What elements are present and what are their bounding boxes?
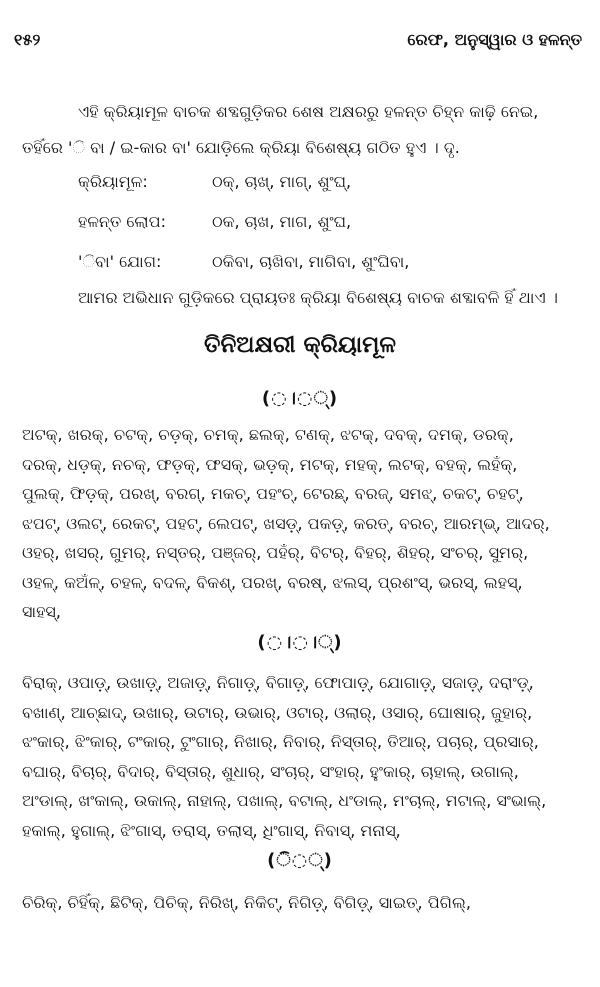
rule-row bbox=[78, 162, 409, 202]
syllable-pattern: (◌।◌।◌୍) bbox=[257, 632, 343, 653]
word-list bbox=[22, 668, 574, 845]
word-list bbox=[22, 420, 574, 627]
closing-sentence: ଆମର ଅଭିଧାନ ଗୁଡ଼ିକରେ ପ୍ରାୟତଃ କ୍ରିୟା ବିଶେଷ୍ୟ ବାଚକ ଶବ୍ଦାବଳି ହିଁ ଥାଏ । bbox=[78, 288, 558, 307]
word-list bbox=[22, 888, 574, 918]
intro-paragraph bbox=[22, 94, 570, 166]
word-line: ଓହର୍, ଖସର୍, ଗୁମର୍, ନସ୍ତର୍, ପଞ୍ଜର୍, ପହଁର୍, ବିଟର୍, ବିହର୍, ଶିହର୍, ସଂଚର୍, ସୁମର୍, bbox=[22, 543, 529, 562]
section-title: ତିନିଅକ୍ଷରୀ କ୍ରିୟାମୂଳ bbox=[204, 332, 396, 358]
page-header bbox=[14, 30, 582, 54]
rule-row bbox=[78, 242, 409, 282]
syllable-pattern: (◌।◌◌୍) bbox=[261, 388, 339, 409]
word-line: ପୁଲକ୍, ଫିଡ଼କ୍, ପରଖ୍, ବରଗ୍, ମକଚ୍, ପହଂଚ୍, ଟେରଛ୍, ବରଜ୍, ସମଝ୍, ଚକଟ୍, ଚହଟ୍, bbox=[22, 484, 524, 503]
running-title: ରେଫ, ଅନୁସ୍ୱାର ଓ ହଳନ୍ତ bbox=[407, 30, 582, 49]
word-line: ଓହଳ୍, କଅଁଳ୍, ଚହଳ୍, ବଦଳ୍, ବିକଶ୍, ପରଖ୍, ବରଷ୍, ଝଲସ୍, ପ୍ରଶଂସ୍, ଭରସ୍, ଲହସ୍, bbox=[22, 572, 523, 592]
word-line: ଝଂକାର୍, ଝିଂକାର୍, ଟଂକାର୍, ଟୁଂଗାର୍, ନିଖାର୍, ନିବାର୍, ନିସ୍ତାର୍, ତିଆର୍, ପଚାର୍, ପ୍ରସାର୍, bbox=[22, 732, 539, 751]
rule-value: ଠକ୍, ଚାଖ୍, ମାଗ୍, ଶୁଂଘ୍, bbox=[212, 172, 352, 191]
example-rules bbox=[78, 162, 409, 282]
rule-row bbox=[78, 202, 409, 242]
word-line: ହକାଲ୍, ହୁଗାଲ୍, ଝିଂଗାସ୍, ତରାସ୍, ତଲାସ୍, ଧିଂଗାସ୍, ନିବାସ୍, ମନାସ୍, bbox=[22, 820, 401, 840]
word-line: ସାହସ୍, bbox=[22, 602, 61, 621]
word-line: ଅଂଡାଲ୍, ଖଂକାଲ୍, ଉକାଲ୍, ନାହାଲ୍, ପଖାଲ୍, ବଟାଲ୍, ଧଂଡାଲ୍, ମଂଚାଲ୍, ମଟାଲ୍, ସଂଭାଲ୍, bbox=[22, 791, 547, 810]
rule-label: '◌ିବା' ଯୋଗ: bbox=[78, 252, 162, 271]
page-number: ୧୫୨ bbox=[14, 30, 41, 49]
syllable-pattern: (◌ି◌◌୍) bbox=[267, 850, 333, 871]
rule-value: ଠକିବା, ଚାଖିବା, ମାଗିବା, ଶୁଂଘିବା, bbox=[212, 252, 410, 271]
word-line: ଅଟକ୍, ଖରକ୍, ଚଟକ୍, ଚଡ଼କ୍, ଚମକ୍, ଛଲକ୍, ଟଣକ୍, ଝଟକ୍, ଦବକ୍, ଦମକ୍, ଡରକ୍, bbox=[22, 425, 514, 444]
rule-label: କ୍ରିୟାମୂଳ: bbox=[78, 172, 148, 191]
word-line: ଚିରିକ୍, ଚିହିଁକ୍, ଛିଟିକ୍, ପିଚିକ୍, ନିରିଖ୍, ନିକିଟ୍, ନିଗିଡ଼୍, ବିଗିଡ଼୍, ସାଇତ୍, ପିଗିଲ୍, bbox=[22, 893, 471, 912]
word-line: ବିରାକ୍, ଓପାଡ଼୍, ଉଖାଡ଼୍, ଅଜାଡ଼୍, ନିଗାଡ଼୍, ବିଗାଡ଼୍, ଫୋପାଡ଼୍, ଯୋଗାଡ଼୍, ସଜାଡ଼୍, ଦରାଂଡ଼୍, bbox=[22, 673, 534, 692]
word-line: ଝପଟ୍, ଓଲଟ୍, ରେକଟ୍, ପହଟ୍, ଲେପଟ୍, ଖସଡ଼୍, ପକଡ଼୍, କରତ୍, ବରଚ୍, ଆରମ୍ଭ୍, ଆଦର୍, bbox=[22, 513, 550, 533]
word-line: ବଖାଣ୍, ଆଚ୍ଛାଦ୍, ଉଖାର୍, ଉଟାର୍, ଉଭାର୍, ଓଟାର୍, ଓଲାର୍, ଓସାର୍, ଘୋଷାର୍, ଜୁହାର୍, bbox=[22, 702, 533, 722]
rule-value: ଠକ, ଚାଖ, ମାଗ, ଶୁଂଘ, bbox=[212, 212, 352, 231]
rule-label: ହଳନ୍ତ ଲୋପ: bbox=[78, 212, 166, 231]
intro-line: ତହିଁରେ '◌ି ବା / ଇ-କାର ବା' ଯୋଡ଼ିଲେ କ୍ରିୟା ବିଶେଷ୍ୟ ଗଠିତ ହୁଏ । ଦୃ. bbox=[22, 138, 460, 157]
intro-line: ଏହି କ୍ରିୟାମୂଳ ବାଚକ ଶବ୍ଦଗୁଡ଼ିକର ଶେଷ ଅକ୍ଷରରୁ ହଳନ୍ତ ଚିହ୍ନ କାଢ଼ି ନେଇ, bbox=[78, 102, 539, 121]
word-line: ଦରକ୍, ଧଡ଼କ୍, ନଚକ୍, ଫଡ଼କ୍, ଫସକ୍, ଭଡ଼କ୍, ମଟକ୍, ମହକ୍, ଲଟକ୍, ବହକ୍, ଲହଁକ୍, bbox=[22, 454, 518, 474]
word-line: ବଘାର୍, ବିଚାର୍, ବିଦାର୍, ବିସ୍ତାର୍, ଶୁଧାର୍, ସଂଚାର୍, ସଂହାର୍, ହୁଂକାର୍, ଚାହାଲ୍, ଉଗାଲ୍, bbox=[22, 761, 519, 781]
